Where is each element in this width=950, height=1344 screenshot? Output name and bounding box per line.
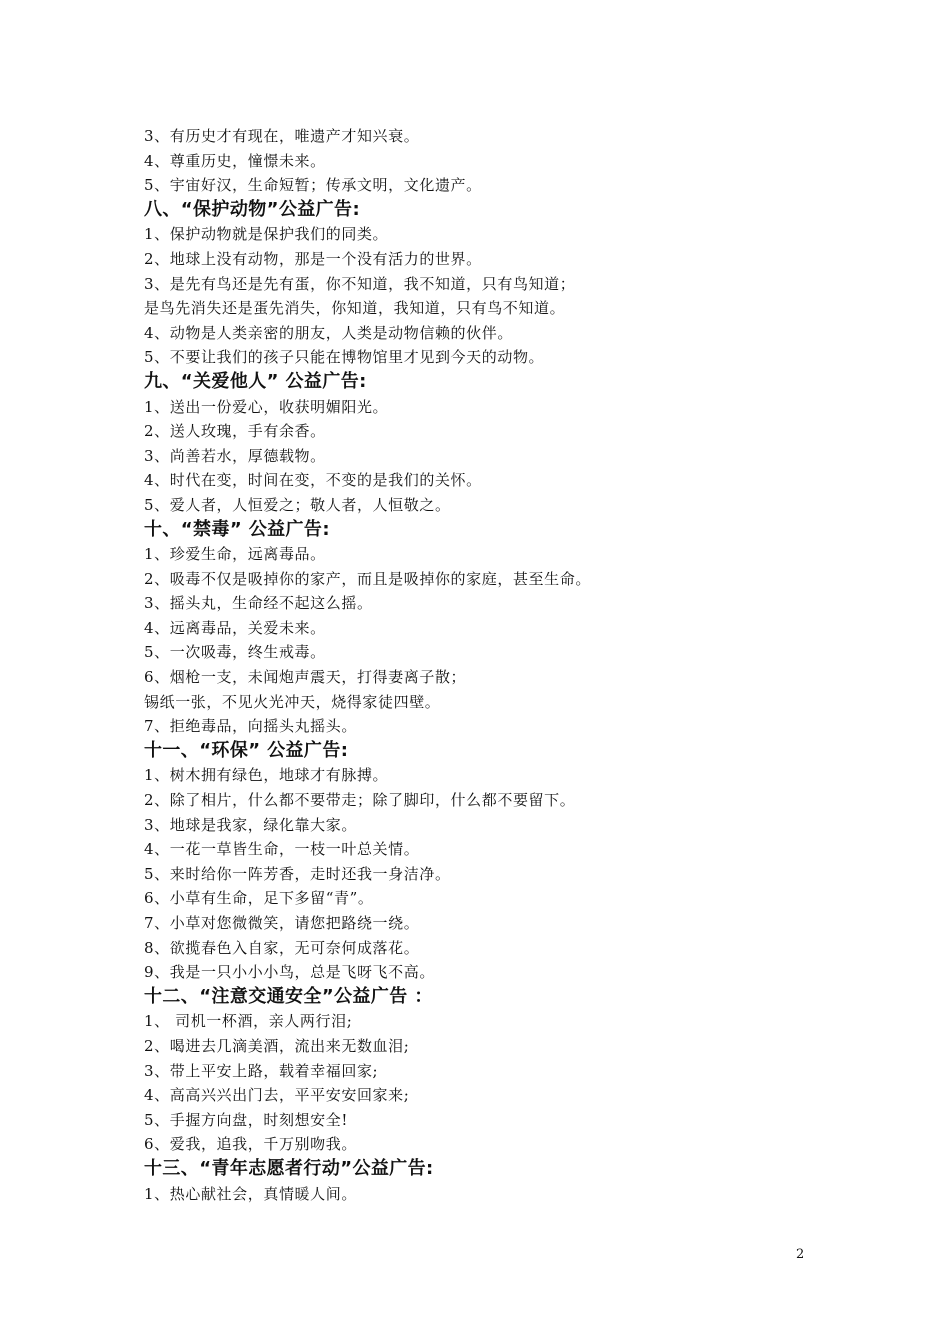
slogan-line: 1、树木拥有绿色，地球才有脉搏。: [144, 766, 389, 785]
slogan-line: 1、送出一份爱心，收获明媚阳光。: [144, 397, 389, 416]
slogan-line: 4、远离毒品，关爱未来。: [144, 618, 326, 637]
slogan-line: 3、地球是我家，绿化靠大家。: [144, 815, 357, 834]
slogan-line: 5、来时给你一阵芳香，走时还我一身洁净。: [144, 864, 451, 883]
section-heading: 十、“禁毒” 公益广告:: [144, 518, 330, 540]
slogan-line: 2、地球上没有动物，那是一个没有活力的世界。: [144, 249, 482, 268]
slogan-line: 3、尚善若水，厚德载物。: [144, 446, 326, 465]
slogan-line: 3、摇头丸，生命经不起这么摇。: [144, 594, 373, 613]
slogan-line: 3、有历史才有现在，唯遗产才知兴衰。: [144, 127, 420, 145]
slogan-line: 5、不要让我们的孩子只能在博物馆里才见到今天的动物。: [144, 348, 545, 367]
slogan-line: 5、一次吸毒，终生戒毒。: [144, 643, 326, 662]
slogan-line: 1、保护动物就是保护我们的同类。: [144, 225, 389, 244]
section-heading: 十二、“注意交通安全”公益广告 ：: [144, 985, 433, 1007]
slogan-line: 1、珍爱生命，远离毒品。: [144, 545, 326, 564]
slogan-line: 2、除了相片，什么都不要带走；除了脚印，什么都不要留下。: [144, 791, 576, 810]
section-heading: 九、“关爱他人” 公益广告:: [144, 370, 367, 392]
slogan-line: 8、欲揽春色入自家，无可奈何成落花。: [144, 938, 420, 957]
section-heading: 十三、“青年志愿者行动”公益广告:: [144, 1157, 434, 1179]
document-body: [144, 124, 864, 1206]
slogan-line: 5、宇宙好汉，生命短暂；传承文明，文化遗产。: [144, 176, 482, 195]
slogan-line: 7、小草对您微微笑，请您把路绕一绕。: [144, 914, 420, 932]
slogan-line: 6、小草有生命，足下多留“青”。: [144, 889, 374, 908]
slogan-line: 3、是先有鸟还是先有蛋，你不知道，我不知道，只有鸟知道；: [144, 274, 576, 293]
slogan-line: 锡纸一张，不见火光冲天，烧得家徒四壁。: [144, 692, 441, 711]
slogan-line: 3、带上平安上路，载着幸福回家;: [144, 1061, 379, 1080]
slogan-line: 是鸟先消失还是蛋先消失，你知道，我知道，只有鸟不知道。: [144, 299, 566, 318]
page-number: 2: [796, 1247, 805, 1262]
section-heading: 十一、“环保” 公益广告:: [144, 739, 349, 761]
section-heading: 八、“保护动物”公益广告:: [144, 198, 361, 220]
slogan-line: 1、 司机一杯酒，亲人两行泪;: [144, 1012, 353, 1031]
slogan-line: 4、一花一草皆生命，一枝一叶总关情。: [144, 840, 420, 859]
slogan-line: 1、热心献社会，真情暖人间。: [144, 1184, 357, 1203]
slogan-line: 5、手握方向盘，时刻想安全!: [144, 1110, 348, 1129]
slogan-line: 2、喝进去几滴美酒，流出来无数血泪;: [144, 1036, 410, 1055]
slogan-line: 9、我是一只小小小鸟，总是飞呀飞不高。: [144, 963, 435, 982]
slogan-line: 2、送人玫瑰，手有余香。: [144, 422, 326, 441]
slogan-line: 4、动物是人类亲密的朋友，人类是动物信赖的伙伴。: [144, 323, 513, 342]
slogan-line: 4、时代在变，时间在变，不变的是我们的关怀。: [144, 471, 482, 490]
slogan-line: 5、爱人者，人恒爱之；敬人者，人恒敬之。: [144, 495, 451, 514]
slogan-line: 4、尊重历史，憧憬未来。: [144, 151, 326, 170]
slogan-line: 6、爱我，追我，千万别吻我。: [144, 1135, 357, 1154]
slogan-line: 2、吸毒不仅是吸掉你的家产，而且是吸掉你的家庭，甚至生命。: [144, 569, 591, 588]
slogan-line: 7、拒绝毒品，向摇头丸摇头。: [144, 717, 357, 736]
slogan-line: 6、烟枪一支，未闻炮声震天，打得妻离子散；: [144, 668, 467, 687]
slogan-line: 4、高高兴兴出门去，平平安安回家来;: [144, 1086, 410, 1105]
